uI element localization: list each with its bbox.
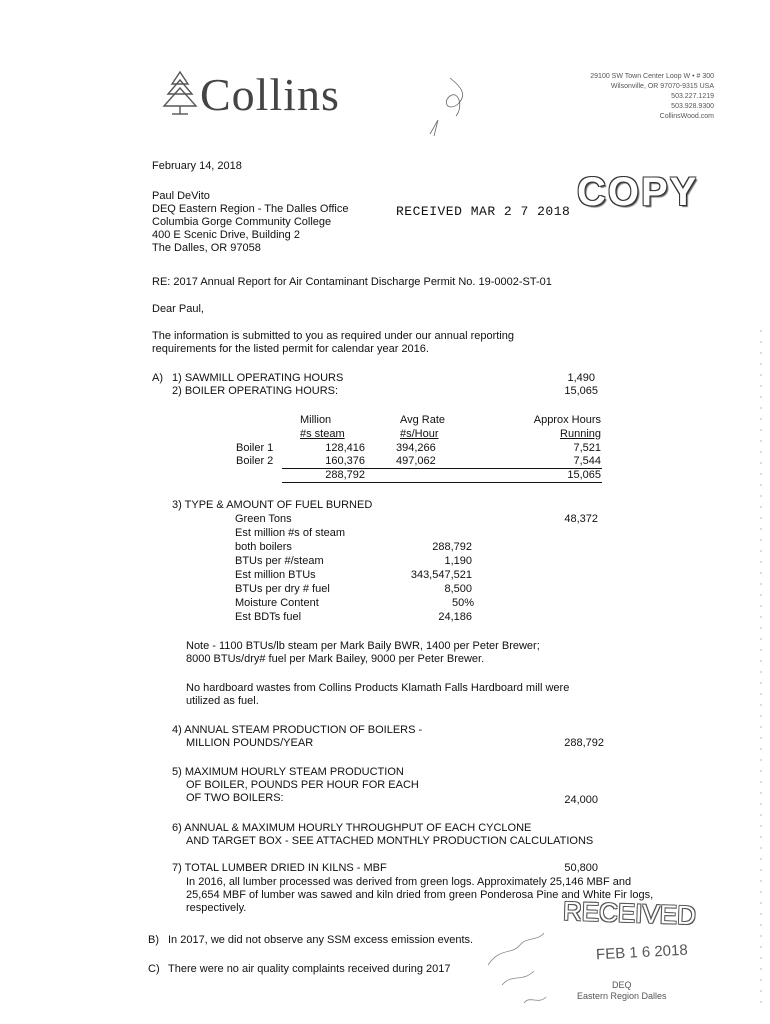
hardboard-line: No hardboard wastes from Collins Products Klamath Falls Hardboard mill were [186, 682, 570, 694]
fuel-row-label: Moisture Content [235, 597, 319, 609]
boiler-hours-label: 2) BOILER OPERATING HOURS: [172, 385, 339, 397]
boiler-2-name: Boiler 2 [236, 455, 274, 467]
total-steam: 288,792 [325, 469, 365, 481]
item-4-value: 288,792 [564, 737, 604, 749]
note-line: 8000 BTUs/dry# fuel per Mark Bailey, 9000 per Peter Brewer. [186, 653, 485, 665]
intro-paragraph [152, 330, 514, 356]
item-4 [172, 724, 422, 750]
sawmill-hours-label: 1) SAWMILL OPERATING HOURS [172, 372, 344, 384]
fuel-row-label: Est million #s of steam [235, 527, 346, 539]
letter-date: February 14, 2018 [152, 160, 242, 172]
header-approx-hours: Approx Hours [533, 414, 601, 426]
recipient-line: DEQ Eastern Region - The Dalles Office [152, 203, 349, 215]
item-7-line: 25,654 MBF of lumber was sawed and kiln dried from green Ponderosa Pine and White Fir logs, [186, 889, 654, 901]
address-line: CollinsWood.com [659, 113, 714, 120]
re-line: RE: 2017 Annual Report for Air Contaminant Discharge Permit No. 19-0002-ST-01 [152, 276, 552, 288]
item-7-value: 50,800 [564, 862, 598, 874]
fuel-row-value: 8,500 [444, 583, 472, 595]
boiler-1-rate: 394,266 [396, 442, 436, 454]
received-stamp-bottom: RECEIVED [562, 895, 697, 931]
boiler-hours-value: 15,065 [564, 385, 598, 397]
header-avg-rate: Avg Rate [400, 414, 446, 426]
fuel-row-value: 1,190 [444, 555, 472, 567]
item-4-line: MILLION POUNDS/YEAR [186, 737, 314, 749]
fuel-row-label: BTUs per dry # fuel [235, 583, 330, 595]
total-hours: 15,065 [567, 469, 601, 481]
header-million: Million [300, 414, 332, 426]
item-5-line: 5) MAXIMUM HOURLY STEAM PRODUCTION [172, 766, 404, 778]
section-a-marker: A) [152, 372, 163, 384]
item-5 [172, 766, 419, 805]
tree-logo-icon [160, 70, 200, 116]
item-6 [172, 822, 593, 848]
fuel-row-label: both boilers [235, 541, 292, 553]
fuel-row-value: 50% [451, 597, 474, 609]
salutation: Dear Paul, [152, 303, 204, 315]
recipient-line: The Dalles, OR 97058 [152, 242, 261, 254]
intro-line: The information is submitted to you as required under our annual reporting [152, 330, 514, 342]
item-5-line: OF TWO BOILERS: [186, 792, 284, 804]
boiler-1-steam: 128,416 [325, 442, 365, 454]
item-6-line: AND TARGET BOX - SEE ATTACHED MONTHLY PRODUCTION CALCULATIONS [186, 835, 594, 847]
address-line: 503.928.9300 [671, 103, 714, 110]
item-5-line: OF BOILER, POUNDS PER HOUR FOR EACH [186, 779, 419, 791]
intro-line: requirements for the listed permit for calendar year 2016. [152, 343, 429, 355]
section-b-text: In 2017, we did not observe any SSM excess emission events. [168, 934, 474, 946]
dept-line: DEQ [612, 980, 632, 990]
fuel-note [186, 640, 540, 666]
fuel-heading: 3) TYPE & AMOUNT OF FUEL BURNED [172, 499, 373, 511]
item-5-value: 24,000 [564, 794, 598, 806]
recipient-line: Paul DeVito [152, 190, 210, 202]
boiler-2-rate: 497,062 [396, 455, 436, 467]
scan-edge-noise [758, 330, 764, 1010]
received-stamp-dept [577, 980, 667, 1002]
note-line: Note - 1100 BTUs/lb steam per Mark Baily BWR, 1400 per Peter Brewer; [186, 640, 540, 652]
recipient-line: 400 E Scenic Drive, Building 2 [152, 229, 300, 241]
table-rule [282, 482, 602, 483]
copy-stamp: COPY [577, 170, 699, 214]
section-b-marker: B) [148, 934, 159, 946]
item-7-line: In 2016, all lumber processed was derived from green logs. Approximately 25,146 MBF and [186, 876, 632, 888]
item-7-label: 7) TOTAL LUMBER DRIED IN KILNS - MBF [172, 862, 387, 874]
address-line: 503.227.1219 [671, 93, 714, 100]
header-running: Running [560, 428, 601, 440]
fuel-row-value: 24,186 [438, 611, 472, 623]
sawmill-hours-value: 1,490 [567, 372, 595, 384]
fuel-row-value: 343,547,521 [410, 569, 472, 581]
company-logo-text: Collins [200, 69, 340, 120]
received-stamp-date: FEB 1 6 2018 [595, 941, 689, 964]
fuel-row-label: Green Tons [235, 513, 292, 525]
handwritten-signature [482, 925, 562, 1015]
boiler-1-hours: 7,521 [573, 442, 601, 454]
fuel-row-label: Est BDTs fuel [235, 611, 302, 623]
item-4-line: 4) ANNUAL STEAM PRODUCTION OF BOILERS - [172, 724, 423, 736]
boiler-2-steam: 160,376 [325, 455, 365, 467]
company-address [590, 72, 714, 122]
address-line: 29100 SW Town Center Loop W • # 300 [590, 73, 714, 80]
fuel-row-far-value: 48,372 [564, 513, 598, 525]
fuel-row-label: Est million BTUs [235, 569, 316, 581]
recipient-line: Columbia Gorge Community College [152, 216, 332, 228]
section-c-marker: C) [148, 963, 160, 975]
hardboard-note [186, 682, 569, 708]
dept-line: Eastern Region Dalles [577, 991, 667, 1001]
boiler-1-name: Boiler 1 [236, 442, 274, 454]
hardboard-line: utilized as fuel. [186, 695, 259, 707]
header-steam: #s steam [300, 428, 345, 440]
item-7-line: respectively. [186, 902, 247, 914]
received-stamp-top: RECEIVED MAR 2 7 2018 [396, 204, 571, 219]
address-line: Wilsonville, OR 97070-9315 USA [610, 83, 714, 90]
handwritten-initials [420, 72, 480, 140]
header-per-hour: #s/Hour [400, 428, 439, 440]
recipient-block [152, 190, 348, 255]
boiler-2-hours: 7,544 [573, 455, 601, 467]
item-6-line: 6) ANNUAL & MAXIMUM HOURLY THROUGHPUT OF EACH CYCLONE [172, 822, 532, 834]
section-c-text: There were no air quality complaints received during 2017 [168, 963, 451, 975]
fuel-row-value: 288,792 [432, 541, 472, 553]
fuel-row-label: BTUs per #/steam [235, 555, 324, 567]
